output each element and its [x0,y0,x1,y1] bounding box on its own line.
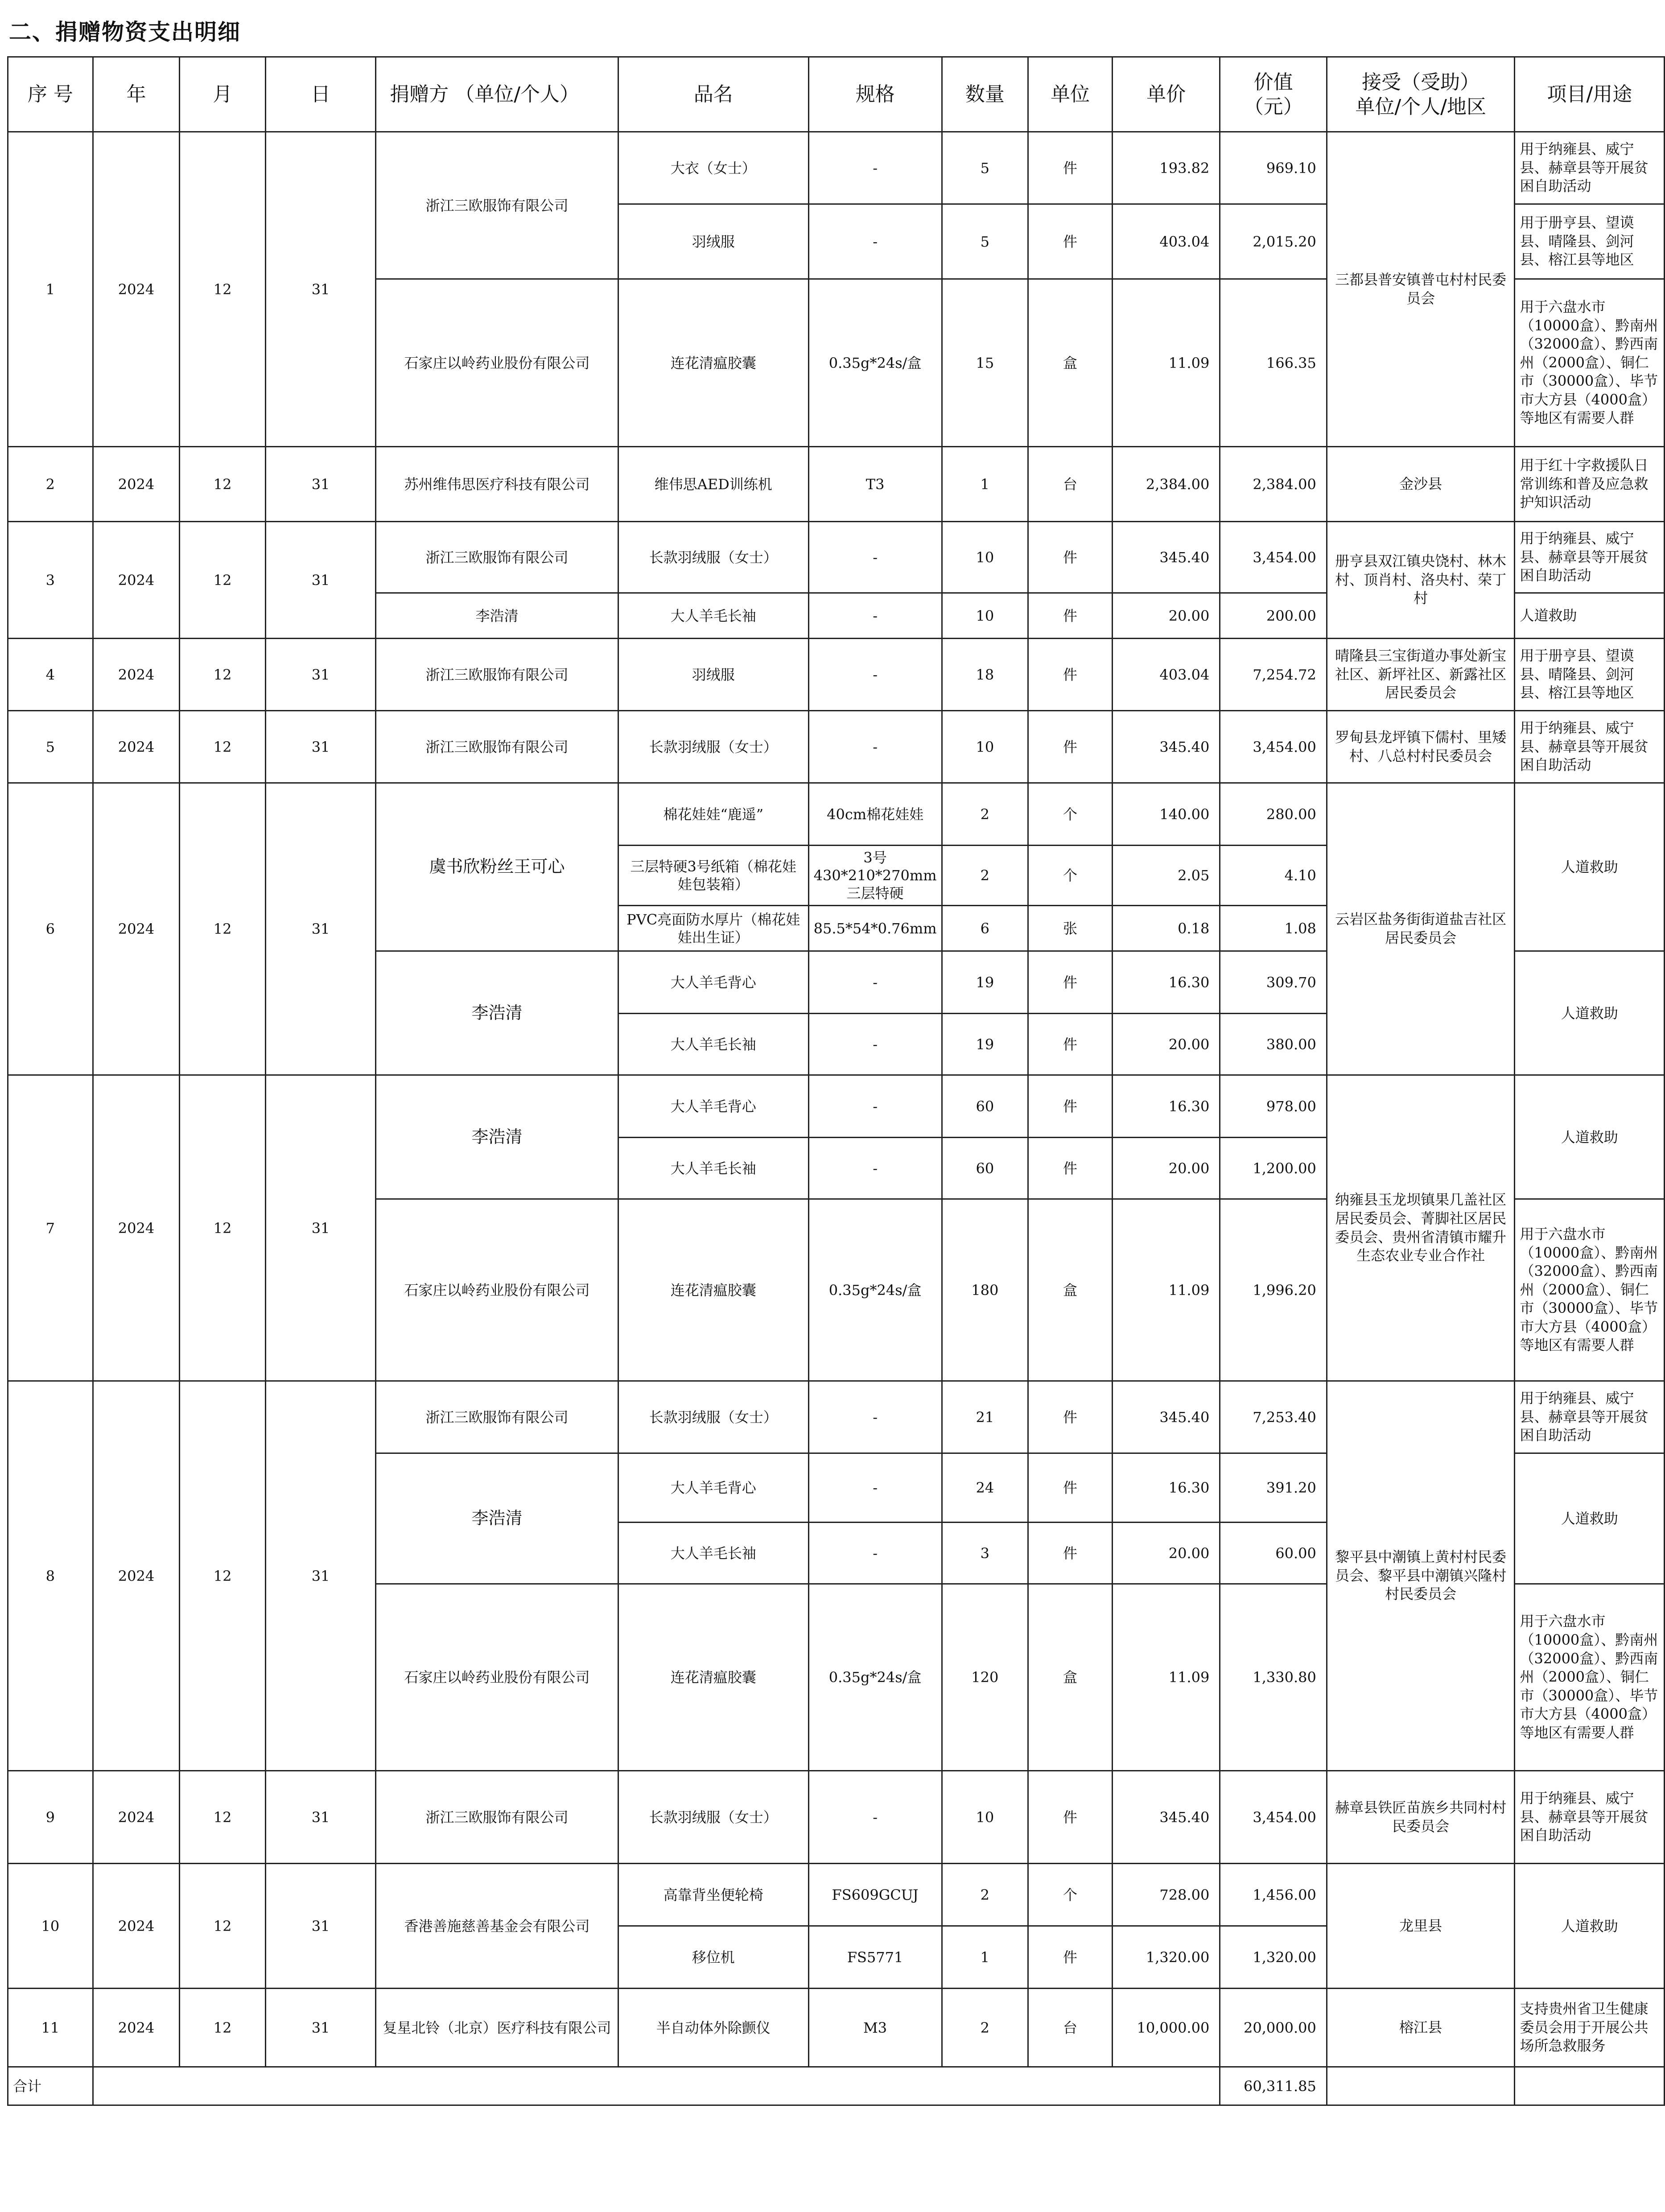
cell-price: 140.00 [1112,783,1220,846]
cell-day: 31 [265,1075,375,1381]
cell-purpose: 人道救助 [1515,783,1665,951]
cell-unit: 件 [1028,1014,1113,1075]
cell-day: 31 [265,132,375,447]
cell-item: 大人羊毛长袖 [618,593,808,639]
cell-price: 403.04 [1112,639,1220,711]
cell-spec: - [808,1523,942,1584]
cell-qty: 19 [942,951,1028,1014]
cell-qty: 24 [942,1453,1028,1523]
cell-item: 长款羽绒服（女士） [618,711,808,783]
table-row [8,1989,1665,2067]
cell-donor: 石家庄以岭药业股份有限公司 [376,1584,618,1771]
cell-value: 391.20 [1220,1453,1327,1523]
cell-year: 2024 [93,447,180,522]
cell-month: 12 [180,1075,266,1381]
cell-item: 棉花娃娃“鹿遥” [618,783,808,846]
cell-year: 2024 [93,783,180,1075]
cell-price: 0.18 [1112,906,1220,951]
cell-value: 200.00 [1220,593,1327,639]
cell-purpose: 人道救助 [1515,1075,1665,1199]
cell-price: 10,000.00 [1112,1989,1220,2067]
page-title: 二、捐赠物资支出明细 [9,19,241,45]
total-label: 合计 [8,2067,93,2105]
cell-recipient: 金沙县 [1327,447,1515,522]
cell-day: 31 [265,783,375,1075]
cell-qty: 10 [942,711,1028,783]
table-row [8,783,1665,846]
cell-no: 5 [8,711,93,783]
cell-month: 12 [180,1989,266,2067]
cell-value: 7,253.40 [1220,1381,1327,1453]
cell-donor: 浙江三欧服饰有限公司 [376,1771,618,1864]
header-unit: 单位 [1028,57,1113,132]
header-qty: 数量 [942,57,1028,132]
cell-value: 2,015.20 [1220,204,1327,279]
header-row [8,57,1665,132]
cell-unit: 件 [1028,204,1113,279]
cell-item: 维伟思AED训练机 [618,447,808,522]
cell-item: 连花清瘟胶囊 [618,1199,808,1381]
cell-qty: 6 [942,906,1028,951]
cell-item: 连花清瘟胶囊 [618,1584,808,1771]
table-row [8,1381,1665,1453]
cell-qty: 2 [942,1864,1028,1926]
cell-qty: 3 [942,1523,1028,1584]
cell-unit: 件 [1028,1523,1113,1584]
cell-year: 2024 [93,1381,180,1771]
cell-item: 大人羊毛长袖 [618,1138,808,1199]
cell-item: 高靠背坐便轮椅 [618,1864,808,1926]
cell-donor: 浙江三欧服饰有限公司 [376,522,618,593]
total-empty-recipient [1327,2067,1515,2105]
cell-spec: - [808,204,942,279]
cell-price: 11.09 [1112,279,1220,447]
cell-qty: 10 [942,1771,1028,1864]
cell-donor: 李浩清 [376,951,618,1075]
cell-price: 403.04 [1112,204,1220,279]
cell-price: 193.82 [1112,132,1220,204]
cell-price: 16.30 [1112,1453,1220,1523]
cell-item: 移位机 [618,1926,808,1989]
cell-recipient: 龙里县 [1327,1864,1515,1989]
cell-qty: 1 [942,447,1028,522]
cell-price: 2,384.00 [1112,447,1220,522]
cell-month: 12 [180,711,266,783]
cell-donor: 复星北铃（北京）医疗科技有限公司 [376,1989,618,2067]
cell-unit: 件 [1028,639,1113,711]
cell-item: 大人羊毛长袖 [618,1523,808,1584]
cell-month: 12 [180,639,266,711]
total-row [8,2067,1665,2105]
cell-day: 31 [265,1771,375,1864]
cell-purpose: 用于纳雍县、威宁县、赫章县等开展贫困自助活动 [1515,1771,1665,1864]
cell-month: 12 [180,1771,266,1864]
cell-value: 3,454.00 [1220,1771,1327,1864]
cell-donor: 石家庄以岭药业股份有限公司 [376,1199,618,1381]
cell-month: 12 [180,783,266,1075]
cell-purpose: 用于纳雍县、威宁县、赫章县等开展贫困自助活动 [1515,132,1665,204]
cell-item: 大人羊毛背心 [618,1453,808,1523]
cell-recipient: 三都县普安镇普屯村村民委员会 [1327,132,1515,447]
cell-year: 2024 [93,1075,180,1381]
cell-no: 3 [8,522,93,639]
table-row [8,1075,1665,1138]
table-row [8,1864,1665,1926]
cell-spec: - [808,639,942,711]
table-row [8,522,1665,593]
cell-qty: 60 [942,1075,1028,1138]
header-value-line2: （元） [1244,95,1303,118]
cell-purpose: 人道救助 [1515,1453,1665,1584]
cell-year: 2024 [93,711,180,783]
cell-item: 连花清瘟胶囊 [618,279,808,447]
cell-value: 1,330.80 [1220,1584,1327,1771]
cell-day: 31 [265,1989,375,2067]
cell-value: 7,254.72 [1220,639,1327,711]
cell-value: 60.00 [1220,1523,1327,1584]
cell-donor: 李浩清 [376,1453,618,1584]
cell-purpose: 用于纳雍县、威宁县、赫章县等开展贫困自助活动 [1515,711,1665,783]
cell-no: 4 [8,639,93,711]
cell-value: 166.35 [1220,279,1327,447]
cell-value: 3,454.00 [1220,711,1327,783]
total-empty-span [93,2067,1220,2105]
cell-spec: T3 [808,447,942,522]
cell-no: 6 [8,783,93,1075]
cell-value: 380.00 [1220,1014,1327,1075]
total-empty-purpose [1515,2067,1665,2105]
cell-price: 20.00 [1112,593,1220,639]
header-spec: 规格 [808,57,942,132]
cell-price: 345.40 [1112,711,1220,783]
cell-spec: 3号 430*210*270mm 三层特硬 [808,846,942,906]
cell-item: 大人羊毛长袖 [618,1014,808,1075]
cell-value: 1,996.20 [1220,1199,1327,1381]
cell-item: PVC亮面防水厚片（棉花娃娃出生证） [618,906,808,951]
cell-purpose: 人道救助 [1515,951,1665,1075]
cell-qty: 5 [942,132,1028,204]
cell-donor: 虞书欣粉丝王可心 [376,783,618,951]
cell-qty: 10 [942,522,1028,593]
header-value-line1: 价值 [1253,70,1293,94]
cell-no: 7 [8,1075,93,1381]
header-item: 品名 [618,57,808,132]
cell-qty: 120 [942,1584,1028,1771]
cell-price: 2.05 [1112,846,1220,906]
cell-unit: 件 [1028,522,1113,593]
cell-donor: 香港善施慈善基金会有限公司 [376,1864,618,1989]
cell-purpose: 用于六盘水市（10000盒）、黔南州（32000盒）、黔西南州（2000盒）、铜仁市（30000盒）、毕节市大方县（4000盒）等地区有需要人群 [1515,279,1665,447]
cell-purpose: 人道救助 [1515,1864,1665,1989]
header-value [1220,57,1327,132]
cell-unit: 件 [1028,1138,1113,1199]
cell-value: 978.00 [1220,1075,1327,1138]
cell-value: 280.00 [1220,783,1327,846]
cell-recipient: 罗甸县龙坪镇下儒村、里矮村、八总村村民委员会 [1327,711,1515,783]
cell-purpose: 支持贵州省卫生健康委员会用于开展公共场所急救服务 [1515,1989,1665,2067]
cell-item: 大衣（女士） [618,132,808,204]
cell-value: 1,200.00 [1220,1138,1327,1199]
cell-item: 长款羽绒服（女士） [618,1381,808,1453]
cell-purpose: 用于纳雍县、威宁县、赫章县等开展贫困自助活动 [1515,1381,1665,1453]
cell-month: 12 [180,447,266,522]
header-purpose: 项目/用途 [1515,57,1665,132]
total-value: 60,311.85 [1220,2067,1327,2105]
cell-unit: 个 [1028,846,1113,906]
cell-spec: - [808,951,942,1014]
cell-value: 3,454.00 [1220,522,1327,593]
cell-value: 20,000.00 [1220,1989,1327,2067]
cell-qty: 15 [942,279,1028,447]
table-row [8,639,1665,711]
cell-recipient: 册亨县双江镇央饶村、林木村、顶肖村、洛央村、荣丁村 [1327,522,1515,639]
cell-item: 大人羊毛背心 [618,1075,808,1138]
cell-donor: 李浩清 [376,1075,618,1199]
cell-item: 大人羊毛背心 [618,951,808,1014]
cell-year: 2024 [93,1864,180,1989]
cell-unit: 件 [1028,1926,1113,1989]
cell-unit: 件 [1028,951,1113,1014]
cell-price: 20.00 [1112,1014,1220,1075]
cell-qty: 2 [942,846,1028,906]
cell-year: 2024 [93,132,180,447]
cell-spec: - [808,1771,942,1864]
cell-qty: 10 [942,593,1028,639]
cell-recipient: 赫章县铁匠苗族乡共同村村民委员会 [1327,1771,1515,1864]
cell-item: 长款羽绒服（女士） [618,522,808,593]
cell-spec: - [808,1453,942,1523]
cell-spec: - [808,593,942,639]
cell-month: 12 [180,1381,266,1771]
cell-price: 16.30 [1112,1075,1220,1138]
cell-price: 345.40 [1112,1381,1220,1453]
cell-qty: 18 [942,639,1028,711]
cell-spec: - [808,1014,942,1075]
header-donor: 捐赠方 （单位/个人） [376,57,618,132]
cell-unit: 盒 [1028,1199,1113,1381]
cell-qty: 180 [942,1199,1028,1381]
cell-purpose: 用于六盘水市（10000盒）、黔南州（32000盒）、黔西南州（2000盒）、铜仁市（30000盒）、毕节市大方县（4000盒）等地区有需要人群 [1515,1199,1665,1381]
cell-item: 三层特硬3号纸箱（棉花娃娃包装箱） [618,846,808,906]
cell-item: 长款羽绒服（女士） [618,1771,808,1864]
cell-day: 31 [265,711,375,783]
cell-purpose: 用于纳雍县、威宁县、赫章县等开展贫困自助活动 [1515,522,1665,593]
cell-unit: 台 [1028,1989,1113,2067]
table-row [8,132,1665,204]
cell-price: 1,320.00 [1112,1926,1220,1989]
cell-donor: 浙江三欧服饰有限公司 [376,639,618,711]
header-year: 年 [93,57,180,132]
cell-purpose: 用于册亨县、望谟县、晴隆县、剑河县、榕江县等地区 [1515,639,1665,711]
cell-year: 2024 [93,639,180,711]
cell-spec: FS609GCUJ [808,1864,942,1926]
table-row [8,711,1665,783]
cell-unit: 个 [1028,783,1113,846]
header-recipient [1327,57,1515,132]
cell-spec: - [808,522,942,593]
cell-purpose: 用于六盘水市（10000盒）、黔南州（32000盒）、黔西南州（2000盒）、铜仁市（30000盒）、毕节市大方县（4000盒）等地区有需要人群 [1515,1584,1665,1771]
cell-value: 309.70 [1220,951,1327,1014]
cell-donor: 浙江三欧服饰有限公司 [376,1381,618,1453]
cell-qty: 2 [942,1989,1028,2067]
cell-price: 20.00 [1112,1138,1220,1199]
cell-price: 345.40 [1112,522,1220,593]
cell-no: 8 [8,1381,93,1771]
cell-spec: 0.35g*24s/盒 [808,1584,942,1771]
cell-unit: 张 [1028,906,1113,951]
cell-purpose: 用于红十字救援队日常训练和普及应急救护知识活动 [1515,447,1665,522]
cell-donor: 浙江三欧服饰有限公司 [376,132,618,279]
cell-value: 1,456.00 [1220,1864,1327,1926]
cell-unit: 件 [1028,711,1113,783]
cell-price: 728.00 [1112,1864,1220,1926]
cell-purpose: 人道救助 [1515,593,1665,639]
cell-qty: 1 [942,1926,1028,1989]
cell-value: 969.10 [1220,132,1327,204]
cell-no: 9 [8,1771,93,1864]
cell-unit: 个 [1028,1864,1113,1926]
cell-value: 4.10 [1220,846,1327,906]
cell-year: 2024 [93,1771,180,1864]
cell-year: 2024 [93,1989,180,2067]
cell-month: 12 [180,522,266,639]
cell-month: 12 [180,132,266,447]
cell-donor: 浙江三欧服饰有限公司 [376,711,618,783]
cell-day: 31 [265,522,375,639]
cell-item: 羽绒服 [618,639,808,711]
cell-spec: - [808,1075,942,1138]
header-recipient-line2: 单位/个人/地区 [1355,95,1486,118]
header-day: 日 [265,57,375,132]
cell-unit: 盒 [1028,1584,1113,1771]
donation-expense-table [7,56,1665,2106]
cell-unit: 件 [1028,1075,1113,1138]
cell-item: 羽绒服 [618,204,808,279]
cell-no: 11 [8,1989,93,2067]
cell-item: 半自动体外除颤仪 [618,1989,808,2067]
header-no: 序 号 [8,57,93,132]
table-row [8,447,1665,522]
cell-price: 16.30 [1112,951,1220,1014]
cell-value: 1,320.00 [1220,1926,1327,1989]
cell-day: 31 [265,447,375,522]
cell-spec: 0.35g*24s/盒 [808,1199,942,1381]
cell-no: 10 [8,1864,93,1989]
cell-recipient: 榕江县 [1327,1989,1515,2067]
cell-spec: FS5771 [808,1926,942,1989]
cell-unit: 件 [1028,1381,1113,1453]
cell-recipient: 纳雍县玉龙坝镇果几盖社区居民委员会、菁脚社区居民委员会、贵州省清镇市耀升生态农业专业合作社 [1327,1075,1515,1381]
cell-donor: 苏州维伟思医疗科技有限公司 [376,447,618,522]
cell-spec: 40cm棉花娃娃 [808,783,942,846]
cell-price: 20.00 [1112,1523,1220,1584]
cell-year: 2024 [93,522,180,639]
cell-spec: M3 [808,1989,942,2067]
cell-spec: - [808,711,942,783]
cell-qty: 60 [942,1138,1028,1199]
cell-unit: 件 [1028,132,1113,204]
cell-qty: 5 [942,204,1028,279]
cell-no: 2 [8,447,93,522]
cell-no: 1 [8,132,93,447]
cell-spec: 0.35g*24s/盒 [808,279,942,447]
cell-spec: - [808,1381,942,1453]
cell-unit: 盒 [1028,279,1113,447]
cell-recipient: 晴隆县三宝街道办事处新宝社区、新坪社区、新露社区居民委员会 [1327,639,1515,711]
table-row [8,1771,1665,1864]
cell-day: 31 [265,639,375,711]
cell-recipient: 黎平县中潮镇上黄村村民委员会、黎平县中潮镇兴隆村村民委员会 [1327,1381,1515,1771]
cell-price: 11.09 [1112,1584,1220,1771]
cell-qty: 2 [942,783,1028,846]
cell-qty: 21 [942,1381,1028,1453]
cell-unit: 件 [1028,1453,1113,1523]
cell-spec: - [808,132,942,204]
cell-day: 31 [265,1864,375,1989]
cell-value: 1.08 [1220,906,1327,951]
cell-month: 12 [180,1864,266,1989]
cell-spec: - [808,1138,942,1199]
header-month: 月 [180,57,266,132]
cell-spec: 85.5*54*0.76mm [808,906,942,951]
cell-unit: 件 [1028,1771,1113,1864]
cell-purpose: 用于册亨县、望谟县、晴隆县、剑河县、榕江县等地区 [1515,204,1665,279]
cell-unit: 件 [1028,593,1113,639]
cell-day: 31 [265,1381,375,1771]
table-body [8,132,1665,2105]
cell-value: 2,384.00 [1220,447,1327,522]
cell-recipient: 云岩区盐务街街道盐吉社区居民委员会 [1327,783,1515,1075]
header-price: 单价 [1112,57,1220,132]
cell-unit: 台 [1028,447,1113,522]
cell-price: 345.40 [1112,1771,1220,1864]
header-recipient-line1: 接受（受助） [1362,70,1480,94]
cell-price: 11.09 [1112,1199,1220,1381]
cell-donor: 石家庄以岭药业股份有限公司 [376,279,618,447]
cell-qty: 19 [942,1014,1028,1075]
cell-donor: 李浩清 [376,593,618,639]
